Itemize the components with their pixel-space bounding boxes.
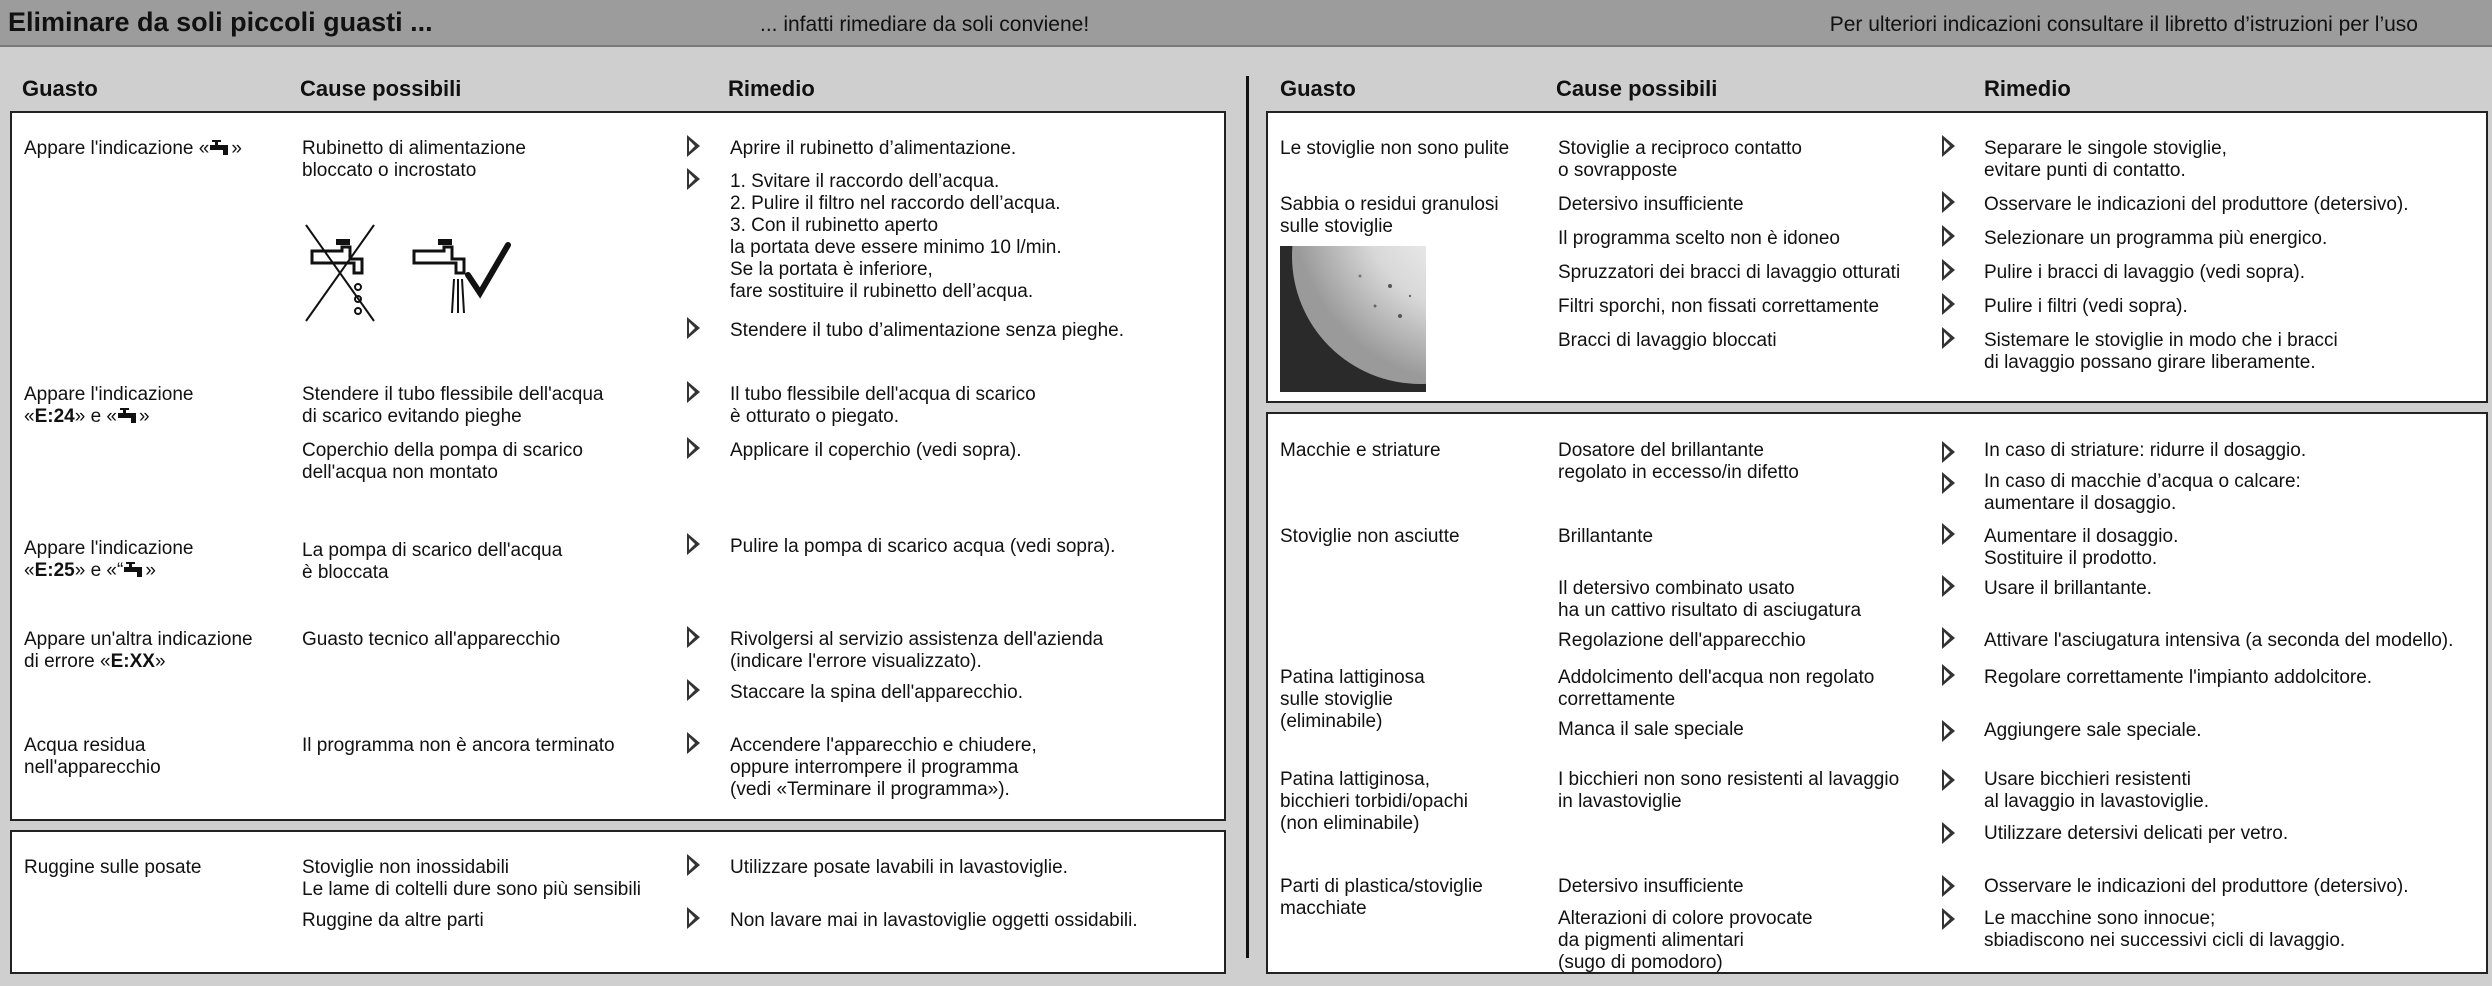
cause-pump-blocked: La pompa di scarico dell'acqua è bloccata xyxy=(302,540,563,583)
arrow-right-icon xyxy=(687,533,700,555)
column-divider xyxy=(1246,76,1249,958)
cause-detergent-insufficient-2: Detersivo insufficiente xyxy=(1558,876,1744,897)
cause-appliance-setting: Regolazione dell'apparecchio xyxy=(1558,630,1806,651)
arrow-right-icon xyxy=(1942,441,1955,463)
arrow-right-icon xyxy=(687,317,700,339)
arrow-right-icon xyxy=(1942,259,1955,281)
arrow-right-icon xyxy=(1942,875,1955,897)
water-tap-icon xyxy=(117,408,139,424)
remedy-use-rinse-aid: Usare il brillantante. xyxy=(1984,578,2152,599)
arrow-right-icon xyxy=(1942,664,1955,686)
remedy-increase-change: Aumentare il dosaggio. Sostituire il prodotto. xyxy=(1984,526,2179,569)
left-panel-rust xyxy=(10,830,1226,974)
header-guasto-right: Guasto xyxy=(1280,76,1356,101)
remedy-harmless: Le macchine sono innocue; sbiadiscono nei successivi cicli di lavaggio. xyxy=(1984,908,2346,951)
cause-program-running: Il programma non è ancora terminato xyxy=(302,735,615,756)
arrow-right-icon xyxy=(1942,627,1955,649)
fault-other-error-line2: di errore «E:XX» xyxy=(24,651,166,672)
arrow-right-icon xyxy=(1942,293,1955,315)
tap-illustration xyxy=(302,221,532,325)
cause-food-pigments: Alterazioni di colore provocate da pigmenti alimentari (sugo di pomodoro) xyxy=(1558,908,1813,973)
fault-indicator-tap: Appare l'indicazione « » xyxy=(24,138,242,159)
arrow-right-icon xyxy=(687,437,700,459)
left-panel-main xyxy=(10,111,1226,821)
fault-not-clean: Le stoviglie non sono pulite xyxy=(1280,138,1510,159)
fault-milky-permanent: Patina lattiginosa, bicchieri torbidi/opachi (non eliminabile) xyxy=(1280,769,1468,834)
remedy-apply-cover: Applicare il coperchio (vedi sopra). xyxy=(730,440,1022,461)
arrow-right-icon xyxy=(687,732,700,754)
header-rimedio-right: Rimedio xyxy=(1984,76,2071,101)
arrow-right-icon xyxy=(687,135,700,157)
arrow-right-icon xyxy=(687,381,700,403)
fault-residual-water: Acqua residua nell'apparecchio xyxy=(24,735,161,778)
tap-blocked-icon xyxy=(306,225,374,321)
remedy-clean-pump: Pulire la pompa di scarico acqua (vedi sopra). xyxy=(730,536,1116,557)
arrow-right-icon xyxy=(687,168,700,190)
top-banner xyxy=(0,0,2492,47)
arrow-right-icon xyxy=(1942,135,1955,157)
cause-rinse-aid: Brillantante xyxy=(1558,526,1654,547)
cause-not-stainless: Stoviglie non inossidabili Le lame di coltelli dure sono più sensibili xyxy=(302,857,642,900)
water-tap-icon xyxy=(209,140,231,156)
remedy-add-salt: Aggiungere sale speciale. xyxy=(1984,720,2202,741)
remedy-unplug: Staccare la spina dell'apparecchio. xyxy=(730,682,1024,703)
cause-pump-cover: Coperchio della pompa di scarico dell'acqua non montato xyxy=(302,440,583,483)
remedy-open-tap: Aprire il rubinetto d’alimentazione. xyxy=(730,138,1017,159)
remedy-increase-dosage: In caso di macchie d’acqua o calcare: aumentare il dosaggio. xyxy=(1984,471,2301,514)
manual-note: Per ulteriori indicazioni consultare il libretto d’istruzioni per l’uso xyxy=(1829,13,2418,36)
fault-e25-line1: Appare l'indicazione xyxy=(24,538,194,559)
arrow-right-icon xyxy=(1942,575,1955,597)
cause-glasses-not-resistant: I bicchieri non sono resistenti al lavaggio in lavastoviglie xyxy=(1558,769,1900,812)
cause-detergent-insufficient: Detersivo insufficiente xyxy=(1558,194,1744,215)
cause-dishes-touching: Stoviglie a reciproco contatto o sovrapposte xyxy=(1558,138,1802,181)
plate-residue-image xyxy=(1280,246,1426,392)
cause-softener-setting: Addolcimento dell'acqua non regolato correttamente xyxy=(1558,667,1875,710)
remedy-adjust-softener: Regolare correttamente l'impianto addolcitore. xyxy=(1984,667,2373,688)
tap-flowing-icon xyxy=(414,239,464,313)
remedy-straighten-hose: Stendere il tubo d’alimentazione senza pieghe. xyxy=(730,320,1124,341)
cause-spray-blocked: Spruzzatori dei bracci di lavaggio otturati xyxy=(1558,262,1901,283)
fault-other-error-line1: Appare un'altra indicazione xyxy=(24,629,253,650)
cause-no-salt: Manca il sale speciale xyxy=(1558,719,1744,740)
remedy-arrange-dishes: Sistemare le stoviglie in modo che i bracci di lavaggio possano girare liberamente. xyxy=(1984,330,2338,373)
arrow-right-icon xyxy=(687,626,700,648)
arrow-right-icon xyxy=(1942,769,1955,791)
cause-program-unsuitable: Il programma scelto non è idoneo xyxy=(1558,228,1840,249)
cause-rinse-dosage: Dosatore del brillantante regolato in eccesso/in difetto xyxy=(1558,440,1799,483)
arrow-right-icon xyxy=(1942,720,1955,742)
arrow-right-icon xyxy=(687,854,700,876)
cause-tap-blocked: Rubinetto di alimentazione bloccato o incrostato xyxy=(302,138,526,181)
remedy-reduce-dosage: In caso di striature: ridurre il dosaggio. xyxy=(1984,440,2307,461)
page-subtitle: ... infatti rimediare da soli conviene! xyxy=(760,13,1090,36)
remedy-detergent-instructions-2: Osservare le indicazioni del produttore (detersivo). xyxy=(1984,876,2409,897)
remedy-intensive-drying: Attivare l'asciugatura intensiva (a seconda del modello). xyxy=(1984,630,2454,651)
fault-e24-line2: «E:24» e « » xyxy=(24,406,150,427)
remedy-washable-cutlery: Utilizzare posate lavabili in lavastoviglie. xyxy=(730,857,1068,878)
remedy-call-service: Rivolgersi al servizio assistenza dell'azienda (indicare l'errore visualizzato). xyxy=(730,629,1104,672)
remedy-gentle-detergent: Utilizzare detersivi delicati per vetro. xyxy=(1984,823,2289,844)
fault-e25-line2: «E:25» e «“ » xyxy=(24,560,156,581)
arrow-right-icon xyxy=(1942,523,1955,545)
remedy-no-oxidizable: Non lavare mai in lavastoviglie oggetti ossidabili. xyxy=(730,910,1138,931)
arrow-right-icon xyxy=(1942,225,1955,247)
right-panel-spots xyxy=(1266,412,2488,974)
cause-technical-fault: Guasto tecnico all'apparecchio xyxy=(302,629,561,650)
fault-rust: Ruggine sulle posate xyxy=(24,857,202,878)
fault-milky-removable: Patina lattiginosa sulle stoviglie (eliminabile) xyxy=(1280,667,1425,732)
cause-combi-detergent: Il detersivo combinato usato ha un cattivo risultato di asciugatura xyxy=(1558,578,1862,621)
page-title: Eliminare da soli piccoli guasti ... xyxy=(8,7,433,37)
remedy-clean-filter: 1. Svitare il raccordo dell’acqua. 2. Pulire il filtro nel raccordo dell’acqua. 3. Con il rubinetto aperto la portata deve essere minimo 10 l/min. Se la portata è inferiore, fare sostituire il rubinetto dell’acqua. xyxy=(730,171,1062,302)
remedy-drain-blocked: Il tubo flessibile dell'acqua di scarico è otturato o piegato. xyxy=(730,384,1036,427)
cause-filters-dirty: Filtri sporchi, non fissati correttamente xyxy=(1558,296,1880,317)
remedy-stop-program: Accendere l'apparecchio e chiudere, oppure interrompere il programma (vedi «Terminare il programma»). xyxy=(730,735,1037,800)
remedy-stronger-program: Selezionare un programma più energico. xyxy=(1984,228,2328,249)
remedy-clean-spray-arms: Pulire i bracci di lavaggio (vedi sopra). xyxy=(1984,262,2306,283)
arrow-right-icon xyxy=(1942,472,1955,494)
cause-straighten-drain: Stendere il tubo flessibile dell'acqua di scarico evitando pieghe xyxy=(302,384,604,427)
arrow-right-icon xyxy=(1942,822,1955,844)
header-guasto-left: Guasto xyxy=(22,76,98,101)
fault-sand-residue: Sabbia o residui granulosi sulle stoviglie xyxy=(1280,194,1499,237)
arrow-right-icon xyxy=(1942,908,1955,930)
fault-e24-line1: Appare l'indicazione xyxy=(24,384,194,405)
fault-spots-streaks: Macchie e striature xyxy=(1280,440,1441,461)
remedy-clean-filters: Pulire i filtri (vedi sopra). xyxy=(1984,296,2188,317)
arrow-right-icon xyxy=(687,907,700,929)
fault-stained-plastic: Parti di plastica/stoviglie macchiate xyxy=(1280,876,1483,919)
arrow-right-icon xyxy=(687,679,700,701)
right-panel-dirty xyxy=(1266,111,2488,403)
remedy-detergent-instructions: Osservare le indicazioni del produttore (detersivo). xyxy=(1984,194,2409,215)
header-rimedio-left: Rimedio xyxy=(728,76,815,101)
header-cause-right: Cause possibili xyxy=(1556,76,1718,101)
water-tap-icon xyxy=(123,562,145,578)
arrow-right-icon xyxy=(1942,327,1955,349)
fault-not-dry: Stoviglie non asciutte xyxy=(1280,526,1460,547)
header-cause-left: Cause possibili xyxy=(300,76,462,101)
remedy-resistant-glasses: Usare bicchieri resistenti al lavaggio in lavastoviglie. xyxy=(1984,769,2209,812)
cause-arms-blocked: Bracci di lavaggio bloccati xyxy=(1558,330,1777,351)
check-icon xyxy=(468,245,508,293)
remedy-separate-dishes: Separare le singole stoviglie, evitare punti di contatto. xyxy=(1984,138,2227,181)
cause-rust-other-parts: Ruggine da altre parti xyxy=(302,910,484,931)
arrow-right-icon xyxy=(1942,191,1955,213)
